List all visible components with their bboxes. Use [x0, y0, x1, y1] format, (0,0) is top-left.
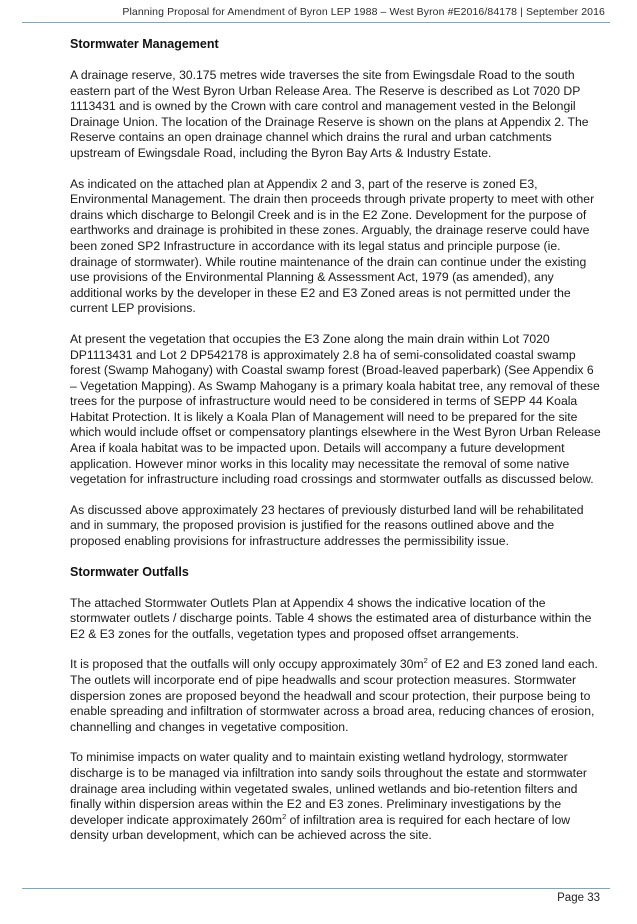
section-heading-stormwater-outfalls: Stormwater Outfalls	[70, 564, 189, 579]
footer-divider	[22, 888, 610, 889]
paragraph: A drainage reserve, 30.175 metres wide traverses the site from Ewingsdale Road to the south eastern part of the West Byron Urban Release Area. The Reserve is described as Lot 7020 DP 1113431 and is owned by the Crown with care control and management vested in the Belongil Drainage Union. The location of the Drainage Reserve is shown on the plans at Appendix 2. The Reserve contains an open drainage channel which drains the rural and urban catchments upstream of Ewingsdale Road, including the Byron Bay Arts & Industry Estate.	[70, 68, 589, 160]
text-run: It is proposed that the outfalls will only occupy approximately 30m	[70, 657, 424, 672]
running-header: Planning Proposal for Amendment of Byron LEP 1988 – West Byron #E2016/84178 | September 2016	[122, 6, 605, 18]
text-run: To minimise impacts on water quality and to maintain existing wetland hydrology, stormwater discharge is to be managed via infiltration into sandy soils throughout the estate and stormwater drainage area including within vegetated swales, unlined wetlands and bio-retention filters and finally within dispersion areas within the E2 and E3 zones. Preliminary investigations by the developer indicate approximately 260m	[70, 750, 587, 827]
text-run: of infiltration area is required for each hectare of low density urban development, which can be achieved across the site.	[70, 812, 571, 843]
paragraph: At present the vegetation that occupies the E3 Zone along the main drain within Lot 7020 DP1113431 and Lot 2 DP542178 is approximately 2.8 ha of semi-consolidated coastal swamp forest (Swamp Mahogany) with Coastal swamp forest (Broad-leaved paperbark) (See Appendix 6 – Vegetation Mapping). As Swamp Mahogany is a primary koala habitat tree, any removal of these trees for the purpose of infrastructure would need to be considered in terms of SEPP 44 Koala Habitat Protection. It is likely a Koala Plan of Management will need to be prepared for the site which would include offset or compensatory plantings elsewhere in the West Byron Urban Release Area if koala habitat was to be impacted upon. Details will accompany a future development application. However minor works in this locality may necessitate the removal of some native vegetation for infrastructure including road crossings and stormwater outfalls as discussed below.	[70, 331, 601, 487]
header-divider	[22, 22, 610, 23]
page-number: Page 33	[557, 892, 600, 904]
paragraph: The attached Stormwater Outlets Plan at Appendix 4 shows the indicative location of the stormwater outlets / discharge points. Table 4 shows the estimated area of disturbance within the E2 & E3 zones for the outfalls, vegetation types and proposed offset arrangements.	[70, 595, 592, 641]
paragraph: As discussed above approximately 23 hectares of previously disturbed land will be rehabilitated and in summary, the proposed provision is justified for the reasons outlined above and the proposed enabling provisions for infrastructure addresses the permissibility issue.	[70, 502, 584, 549]
paragraph	[70, 657, 602, 735]
section-heading-stormwater-management: Stormwater Management	[70, 37, 219, 51]
paragraph: As indicated on the attached plan at Appendix 2 and 3, part of the reserve is zoned E3, Environmental Management. The drain then proceeds through private property to meet with other drains which discharge to Belongil Creek and is in the E2 Zone. Development for the purpose of earthworks and drainage is prohibited in these zones. Arguably, the drainage reserve could have been zoned SP2 Infrastructure in accordance with its legal status and principle purpose (ie. drainage of stormwater). While routine maintenance of the drain can continue under the existing use provisions of the Environmental Planning & Assessment Act, 1979 (as amended), any additional works by the developer in these E2 and E3 Zoned areas is not permitted under the current LEP provisions.	[70, 176, 595, 316]
paragraph	[70, 750, 602, 844]
superscript: 2	[282, 811, 287, 821]
text-run: of E2 and E3 zoned land each. The outlets will incorporate end of pipe headwalls and scour protection measures. Stormwater dispersion zones are proposed beyond the headwall and scour protection, their purpose being to enable spreading and infiltration of stormwater across a broad area, reducing chances of erosion, channelling and changes in vegetative composition.	[70, 657, 598, 734]
page-body	[70, 37, 602, 844]
superscript: 2	[423, 656, 428, 666]
